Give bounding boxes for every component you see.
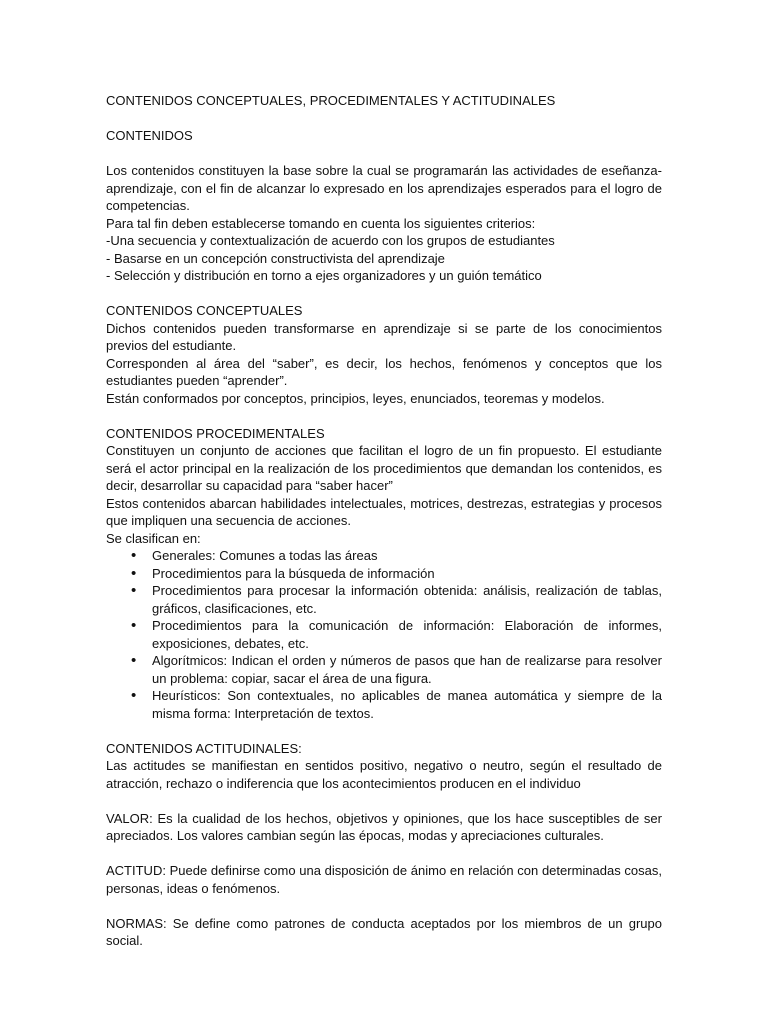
document-title: CONTENIDOS CONCEPTUALES, PROCEDIMENTALES Y ACTITUDINALES [106, 93, 556, 108]
procedures-bullet-list [106, 547, 662, 722]
list-item: • Generales: Comunes a todas las áreas [106, 547, 662, 565]
criteria-line: - Selección y distribución en torno a ejes organizadores y un guión temático [106, 268, 542, 283]
list-item: • Heurísticos: Son contextuales, no aplicables de manea automática y siempre de la misma forma: Interpretación de textos. [106, 687, 662, 722]
valor-definition: VALOR: Es la cualidad de los hechos, objetivos y opiniones, que los hace susceptibles de ser apreciados. Los valores cambian según las épocas, modas y apreciaciones culturales. [106, 810, 662, 843]
list-item: • Procedimientos para la búsqueda de información [106, 565, 662, 583]
section-heading-conceptuales: CONTENIDOS CONCEPTUALES [106, 303, 303, 318]
criteria-line: - Basarse en un concepción constructivista del aprendizaje [106, 250, 445, 266]
conceptuales-paragraph-3: Están conformados por conceptos, principios, leyes, enunciados, teoremas y modelos. [106, 390, 605, 406]
section-heading-procedimentales: CONTENIDOS PROCEDIMENTALES [106, 425, 325, 441]
conceptuales-paragraph-1: Dichos contenidos pueden transformarse en aprendizaje si se parte de los conocimientos previos del estudiante. [106, 320, 662, 353]
normas-definition: NORMAS: Se define como patrones de conducta aceptados por los miembros de un grupo social. [106, 915, 662, 948]
list-item: • Algorítmicos: Indican el orden y números de pasos que han de realizarse para resolver un problema: copiar, sacar el área de una figura. [106, 652, 662, 687]
actitudinales-paragraph: Las actitudes se manifiestan en sentidos positivo, negativo o neutro, según el resultado de atracción, rechazo o indiferencia que los acontecimientos producen en el individuo [106, 758, 662, 791]
procedimentales-paragraph-2: Estos contenidos abarcan habilidades intelectuales, motrices, destrezas, estrategias y procesos que impliquen una secuencia de acciones. [106, 495, 662, 528]
criteria-line: -Una secuencia y contextualización de acuerdo con los grupos de estudiantes [106, 233, 555, 248]
document-body [106, 92, 662, 950]
section-heading-actitudinales: CONTENIDOS ACTITUDINALES: [106, 740, 302, 756]
procedimentales-paragraph-1: Constituyen un conjunto de acciones que facilitan el logro de un fin propuesto. El estudiante será el actor principal en la realización de los procedimientos que demandan los contenidos, es decir, desarrollar su capacidad para “saber hacer” [106, 443, 662, 493]
conceptuales-paragraph-2: Corresponden al área del “saber”, es decir, los hechos, fenómenos y conceptos que los estudiantes pueden “aprender”. [106, 355, 662, 388]
actitud-definition: ACTITUD: Puede definirse como una disposición de ánimo en relación con determinadas cosas, personas, ideas o fenómenos. [106, 863, 662, 896]
classify-intro: Se clasifican en: [106, 530, 201, 546]
list-item: • Procedimientos para procesar la información obtenida: análisis, realización de tablas, gráficos, clasificaciones, etc. [106, 582, 662, 617]
contenidos-paragraph: Los contenidos constituyen la base sobre la cual se programarán las actividades de eseñanza-aprendizaje, con el fin de alcanzar lo expresado en los aprendizajes esperados para el logro de competencias. [106, 163, 662, 213]
section-heading-contenidos: CONTENIDOS [106, 128, 193, 143]
criteria-intro: Para tal fin deben establecerse tomando en cuenta los siguientes criterios: [106, 215, 536, 231]
list-item: • Procedimientos para la comunicación de información: Elaboración de informes, exposiciones, debates, etc. [106, 617, 662, 652]
